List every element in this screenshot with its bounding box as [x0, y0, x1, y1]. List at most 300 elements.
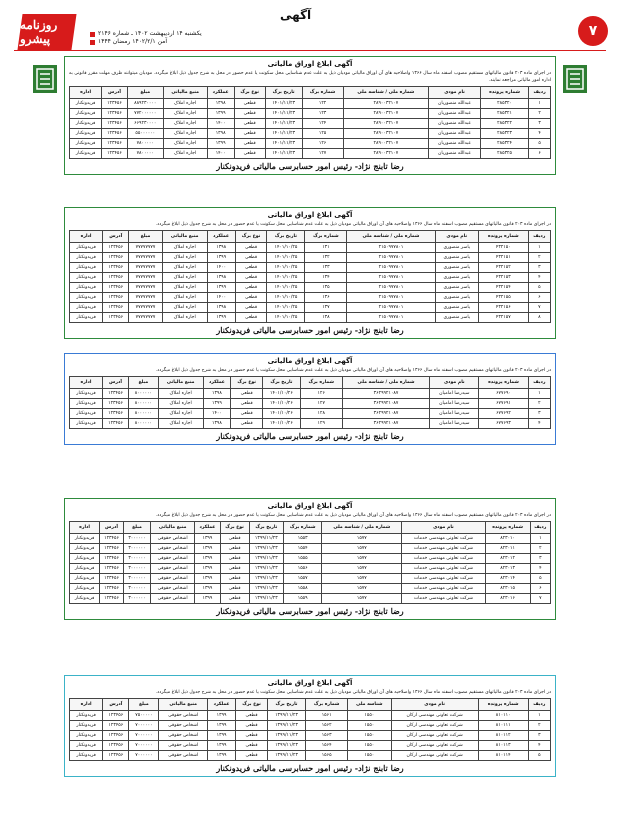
table-row	[70, 119, 551, 129]
table-cell: اشخاص حقوقی	[159, 731, 208, 741]
table-cell: ۳۰۰۰۰۰۰	[123, 564, 150, 574]
table-cell: ۱۴۰۱/۱۱/۲۳	[265, 109, 302, 119]
column-header: آدرس	[102, 377, 128, 389]
table-cell: ۱۴۰۱/۱۰/۲۶	[263, 399, 301, 409]
table-cell: ۱۴۰۱/۱۰/۲۶	[263, 419, 301, 429]
table-cell: ۲۱۵۰۹۷۷۸۰۱	[347, 253, 435, 263]
column-header: نام مودی	[430, 377, 479, 389]
table-cell: فریدونکنار	[70, 99, 102, 109]
table-cell: ۱۲۳۴۵۶	[103, 751, 129, 761]
table-cell: ۱۲۸	[300, 409, 342, 419]
table-row	[70, 99, 551, 109]
meta-row	[90, 38, 202, 46]
table-cell: فریدونکنار	[70, 243, 103, 253]
table-cell: قطعی	[220, 574, 249, 584]
notice-table	[69, 521, 551, 604]
table-cell: ۱۲۳۴۵۶	[100, 534, 124, 544]
table-cell: ۳۶۲۹۹۲۱۰۸۷	[342, 389, 430, 399]
column-header: شماره برگ	[305, 231, 347, 243]
table-cell: ۷۷۷۷۷۷۷۷	[129, 293, 162, 303]
table-cell: ۱۵۷۷	[322, 564, 402, 574]
table-cell: ۱۳۹۹/۱۱/۲۳	[249, 574, 284, 584]
table-cell: ۴۳۲۱۵۰	[478, 243, 528, 253]
table-cell: ۱	[529, 99, 551, 109]
column-header: تاریخ برگ	[249, 522, 284, 534]
table-cell: ۱۳۹۸	[203, 389, 231, 399]
table-cell: ۷۷۷۷۷۷۷۷	[129, 253, 162, 263]
table-cell: ۸۲۳۰۱۱	[485, 544, 530, 554]
table-cell: قطعی	[220, 584, 249, 594]
table-cell: ۷۷۷۷۷۷۷۷	[129, 243, 162, 253]
table-row	[70, 534, 551, 544]
tax-emblem-icon	[562, 64, 588, 94]
table-cell: ۱۴۰۱/۱۱/۲۳	[265, 119, 302, 129]
table-cell: اشخاص حقوقی	[159, 721, 208, 731]
column-header: عملکرد	[207, 231, 235, 243]
table-cell: ۱۵۶۲	[306, 721, 348, 731]
table-cell: اجاره املاک	[162, 293, 207, 303]
table-cell: ۱۳۹۹/۱۱/۲۳	[249, 554, 284, 564]
table-row	[70, 263, 551, 273]
table-cell: ۴	[529, 129, 551, 139]
table-cell: ۱۵۵۰	[348, 711, 391, 721]
table-cell: اجاره املاک	[158, 389, 203, 399]
table-cell: ۱۵۵۰	[348, 741, 391, 751]
column-header: آدرس	[103, 699, 129, 711]
table-cell: ۷	[530, 594, 550, 604]
table-cell: ۱۵۵۰	[348, 721, 391, 731]
notice-signature: رضا تابنج نژاد- رئیس امور حسابرسی مالیاتی فریدونکنار	[216, 606, 404, 616]
table-cell: یاسر منصوری	[435, 313, 478, 323]
table-cell: قطعی	[236, 731, 268, 741]
table-cell: ۲۱۵۰۹۷۷۸۰۱	[347, 303, 435, 313]
table-cell: فریدونکنار	[70, 731, 103, 741]
table-cell: ۱۲۹	[300, 419, 342, 429]
table-cell: یاسر منصوری	[435, 253, 478, 263]
table-cell: اجاره املاک	[163, 139, 207, 149]
table-cell: ۱۳۹۹	[195, 584, 220, 594]
table-cell: فریدونکنار	[70, 283, 103, 293]
table-cell: ۲۸۵۳۲۰	[480, 99, 528, 109]
table-cell: ۱۵۷۷	[322, 584, 402, 594]
table-cell: شرکت تعاونی مهندسی خدمات	[402, 594, 485, 604]
table-cell: اجاره املاک	[162, 273, 207, 283]
table-cell: ۷۷۷۷۷۷۷۷	[129, 313, 162, 323]
table-cell: ۸۲۳۰۱۳	[485, 564, 530, 574]
notice-paragraph: در اجرای ماده ۲۰۳ قانون مالیاتهای مستقیم مصوب اسفند ماه سال ۱۳۶۶ واصلاحیه های آن اوراق مالیاتی مودیان ذیل به علت عدم شناسایی محل سکونت یا عدم حضور در محل به شرح جدول ذیل ابلاغ میگردد.	[155, 513, 551, 518]
table-cell: قطعی	[234, 149, 265, 159]
table-cell: ۷۰۰۰۰۰۰	[129, 721, 159, 731]
column-header: شماره برگ	[300, 377, 342, 389]
column-header: نوع برگ	[231, 377, 263, 389]
table-cell: ۱۳۹۹/۱۱/۲۳	[267, 741, 305, 751]
table-cell: ۱۲۳۴۵۶	[103, 263, 129, 273]
table-cell: شرکت تعاونی مهندسی ارکان	[391, 711, 478, 721]
table-cell: ۱۳۹۹	[195, 554, 220, 564]
table-header-row	[70, 522, 551, 534]
table-cell: ۱۴۰۰	[207, 293, 235, 303]
table-cell: ۸۱۰۱۱۴	[478, 751, 528, 761]
table-cell: ۱	[530, 534, 550, 544]
table-cell: ۱	[528, 389, 550, 399]
notice-signature: رضا تابنج نژاد- رئیس امور حسابرسی مالیاتی فریدونکنار	[216, 431, 404, 441]
table-cell: ۶۶۹۲۳۰۰۰۰	[127, 119, 163, 129]
table-cell: ۶۷۷۶۹۳	[479, 419, 529, 429]
table-cell: اشخاص حقوقی	[159, 751, 208, 761]
table-cell: ۱۲۳	[302, 109, 343, 119]
table-header-row	[70, 699, 551, 711]
table-cell: اشخاص حقوقی	[151, 544, 195, 554]
column-header: ردیف	[529, 87, 551, 99]
table-cell: اجاره املاک	[163, 129, 207, 139]
table-cell: ۴۳۲۱۵۲	[478, 263, 528, 273]
column-header: شماره ملی / شناسه ملی	[343, 87, 429, 99]
table-cell: ۳	[529, 119, 551, 129]
column-header: شماره پرونده	[480, 87, 528, 99]
table-cell: سیدرضا امامیان	[430, 389, 479, 399]
table-cell: ۱۳۹۹	[195, 564, 220, 574]
column-header: عملکرد	[208, 699, 236, 711]
table-cell: ۲۸۵۳۲۲	[480, 119, 528, 129]
table-cell: فریدونکنار	[70, 389, 103, 399]
column-header: مبلغ	[129, 699, 159, 711]
table-cell: ۱۵۵۶	[284, 564, 322, 574]
table-cell: اشخاص حقوقی	[151, 564, 195, 574]
table-cell: ۷۷۷۷۷۷۷۷	[129, 283, 162, 293]
table-cell: ۱۳۹۹/۱۱/۲۳	[249, 544, 284, 554]
column-header: ردیف	[530, 522, 550, 534]
table-cell: ۱۲۵	[302, 129, 343, 139]
table-cell: ۴	[528, 273, 550, 283]
table-cell: ۲۱۵۰۹۷۷۸۰۱	[347, 283, 435, 293]
table-cell: فریدونکنار	[70, 109, 102, 119]
table-cell: ۱۲۳۴۵۶	[102, 119, 127, 129]
column-header: منبع مالیاتی	[163, 87, 207, 99]
table-cell: ۴۳۲۱۵۱	[478, 253, 528, 263]
column-header: شناسه ملی	[348, 699, 391, 711]
table-cell: اشخاص حقوقی	[151, 594, 195, 604]
table-row	[70, 283, 551, 293]
table-cell: ۷۷۲۰۰۰۰۰۰	[127, 109, 163, 119]
table-cell: شرکت تعاونی مهندسی ارکان	[391, 731, 478, 741]
table-cell: فریدونکنار	[70, 419, 103, 429]
table-cell: ۱۳۹۹/۱۱/۲۳	[267, 721, 305, 731]
table-cell: فریدونکنار	[70, 303, 103, 313]
table-cell: سیدرضا امامیان	[430, 409, 479, 419]
table-cell: ۳	[530, 554, 550, 564]
table-cell: ۱۲۳۴۵۶	[103, 253, 129, 263]
table-cell: قطعی	[235, 263, 267, 273]
column-header: نوع برگ	[220, 522, 249, 534]
table-cell: یاسر منصوری	[435, 283, 478, 293]
page-title: آگهی	[280, 8, 312, 22]
table-cell: شرکت تعاونی مهندسی خدمات	[402, 574, 485, 584]
table-cell: ۱۳۹۹	[195, 594, 220, 604]
table-cell: ۲۱۵۰۹۷۷۸۰۱	[347, 243, 435, 253]
table-row	[70, 303, 551, 313]
table-cell: ۲۸۵۳۲۵	[480, 149, 528, 159]
table-cell: ۱۴۰۱/۱۰/۲۶	[263, 389, 301, 399]
meta-row	[90, 30, 202, 38]
table-cell: اشخاص حقوقی	[151, 534, 195, 544]
column-header: اداره	[70, 231, 103, 243]
table-cell: ۱۳۹۹	[208, 711, 236, 721]
table-cell: ۸۲۳۰۱۴	[485, 574, 530, 584]
table-cell: ۳۰۰۰۰۰۰	[123, 584, 150, 594]
red-square-icon	[90, 32, 95, 37]
table-cell: ۱۳۹۹	[207, 253, 235, 263]
table-cell: ۱۳۸	[305, 313, 347, 323]
table-row	[70, 129, 551, 139]
table-cell: عبدالله منصوریان	[429, 139, 481, 149]
table-cell: ۶۷۷۶۹۰	[479, 389, 529, 399]
table-cell: ۱۳۹۹	[195, 544, 220, 554]
table-cell: ۱۳۹۹	[195, 534, 220, 544]
table-cell: فریدونکنار	[70, 534, 100, 544]
table-cell: ۱۵۷۷	[322, 594, 402, 604]
table-cell: فریدونکنار	[70, 293, 103, 303]
notice-signature: رضا تابنج نژاد- رئیس امور حسابرسی مالیاتی فریدونکنار	[216, 325, 404, 335]
column-header: نوع برگ	[235, 231, 267, 243]
table-cell: ۱۴۰۱/۱۰/۲۵	[267, 243, 305, 253]
table-cell: یاسر منصوری	[435, 273, 478, 283]
table-cell: اجاره املاک	[158, 409, 203, 419]
table-cell: فریدونکنار	[70, 594, 100, 604]
table-cell: ۱۵۵۳	[284, 534, 322, 544]
table-header-row	[70, 87, 551, 99]
table-cell: ۱۵۵۵	[284, 554, 322, 564]
column-header: تاریخ برگ	[267, 231, 305, 243]
table-cell: فریدونکنار	[70, 263, 103, 273]
table-cell: ۱۴۰۱/۱۰/۲۵	[267, 303, 305, 313]
table-cell: ۱۲۳۴۵۶	[103, 293, 129, 303]
notice-paragraph: در اجرای ماده ۲۰۳ قانون مالیاتهای مستقیم مصوب اسفند ماه سال ۱۳۶۶ واصلاحیه های آن اوراق مالیاتی مودیان ذیل به علت عدم شناسایی محل سکونت یا عدم حضور در محل به شرح جدول ذیل ابلاغ میگردد.	[155, 690, 551, 695]
table-cell: ۱۳۶	[305, 293, 347, 303]
table-cell: ۱۲۳۴۵۶	[100, 554, 124, 564]
column-header: آدرس	[102, 87, 127, 99]
table-cell: ۱۵۵۷	[284, 574, 322, 584]
table-cell: ۷۷۷۷۷۷۷۷	[129, 263, 162, 273]
table-cell: ۱۳۹۹	[208, 731, 236, 741]
table-cell: ۸۲۳۰۱۶	[485, 594, 530, 604]
column-header: اداره	[70, 699, 103, 711]
table-header-row	[70, 231, 551, 243]
table-row	[70, 751, 551, 761]
table-cell: ۱۵۶۱	[306, 711, 348, 721]
table-cell: ۲۱۵۰۹۷۷۸۰۱	[347, 293, 435, 303]
table-cell: ۱۵۵۹	[284, 594, 322, 604]
table-cell: ۸۱۰۱۱۰	[478, 711, 528, 721]
table-cell: ۱۳۹۸	[207, 303, 235, 313]
table-cell: ۴	[530, 564, 550, 574]
issue-meta	[90, 30, 202, 46]
table-cell: اجاره املاک	[163, 99, 207, 109]
column-header: شماره برگ	[284, 522, 322, 534]
column-header: شماره برگ	[302, 87, 343, 99]
table-cell: ۶۷۷۶۹۲	[479, 409, 529, 419]
table-cell: ۱۵۵۴	[284, 544, 322, 554]
table-cell: ۳۰۰۰۰۰۰	[123, 574, 150, 584]
table-cell: ۱۲۳۴۵۶	[100, 544, 124, 554]
table-cell: عبدالله منصوریان	[429, 109, 481, 119]
table-cell: ۱۲۳۴۵۶	[100, 584, 124, 594]
table-cell: ۱۳۵	[305, 283, 347, 293]
column-header: شماره پرونده	[479, 377, 529, 389]
table-cell: یاسر منصوری	[435, 243, 478, 253]
table-row	[70, 409, 551, 419]
table-cell: ۱۳۹۸	[207, 273, 235, 283]
table-cell: عبدالله منصوریان	[429, 99, 481, 109]
table-row	[70, 243, 551, 253]
table-cell: اجاره املاک	[163, 149, 207, 159]
notice-signature: رضا تابنج نژاد- رئیس امور حسابرسی مالیاتی فریدونکنار	[216, 161, 404, 171]
table-cell: ۱۲۳۴۵۶	[100, 594, 124, 604]
notice-paragraph: در اجرای ماده ۲۰۳ قانون مالیاتهای مستقیم مصوب اسفند ماه سال ۱۳۶۶ واصلاحیه های آن اوراق مالیاتی مودیان ذیل به علت عدم شناسایی محل سکونت یا عدم حضور در محل به شرح جدول ذیل ابلاغ میگردد.	[155, 222, 551, 227]
column-header: مبلغ	[123, 522, 150, 534]
column-header: شماره ملی / شناسه ملی	[342, 377, 430, 389]
table-row	[70, 711, 551, 721]
column-header: آدرس	[100, 522, 124, 534]
column-header: منبع مالیاتی	[162, 231, 207, 243]
table-cell: ۱۳۹۹/۱۱/۲۳	[249, 594, 284, 604]
table-cell: ۵۵۰۰۰۰۰۰	[127, 129, 163, 139]
tax-notice	[64, 675, 556, 777]
table-cell: ۱۴۰۱/۱۰/۲۵	[267, 273, 305, 283]
table-cell: ۴۳۲۱۵۴	[478, 283, 528, 293]
table-cell: ۲۸۵۳۲۴	[480, 139, 528, 149]
table-cell: فریدونکنار	[70, 584, 100, 594]
table-cell: ۲	[528, 399, 550, 409]
table-row	[70, 149, 551, 159]
notice-table	[69, 230, 551, 323]
table-cell: عبدالله منصوریان	[429, 119, 481, 129]
table-cell: ۸۲۳۰۱۵	[485, 584, 530, 594]
table-cell: ۷۸۰۰۰۰۰	[127, 139, 163, 149]
table-cell: ۱۳۹۹	[207, 283, 235, 293]
table-cell: ۳	[528, 409, 550, 419]
table-cell: ۱۲۳۴۵۶	[102, 149, 127, 159]
table-cell: اجاره املاک	[158, 419, 203, 429]
table-cell: سیدرضا امامیان	[430, 419, 479, 429]
table-cell: ۳۰۰۰۰۰۰	[123, 594, 150, 604]
table-cell: ۸۲۳۰۱۲	[485, 554, 530, 564]
notice-title: آگهی ابلاغ اوراق مالیاتی	[267, 502, 353, 510]
table-cell: اشخاص حقوقی	[159, 741, 208, 751]
table-cell: ۲۱۵۰۹۷۷۸۰۱	[347, 263, 435, 273]
table-cell: ۱۵۷۷	[322, 544, 402, 554]
table-cell: ۴	[528, 419, 550, 429]
column-header: شماره پرونده	[485, 522, 530, 534]
table-cell: ۱۳۴	[305, 273, 347, 283]
table-cell: قطعی	[220, 534, 249, 544]
table-cell: ۱۳۹۹	[203, 399, 231, 409]
table-cell: ۲	[528, 721, 550, 731]
table-cell: فریدونکنار	[70, 554, 100, 564]
column-header: نوع برگ	[236, 699, 268, 711]
meta-line-2: آمن ۱۴۰۲/۲/۱ رمضان ۱۴۴۴	[98, 38, 168, 45]
table-cell: ۱۳۹۹	[207, 313, 235, 323]
table-cell: ۱۴۰۱/۱۱/۲۳	[265, 139, 302, 149]
table-cell: قطعی	[234, 99, 265, 109]
column-header: اداره	[70, 377, 103, 389]
table-cell: اجاره املاک	[162, 283, 207, 293]
table-cell: شرکت تعاونی مهندسی خدمات	[402, 534, 485, 544]
table-cell: ۱۲۳۴۵۶	[102, 109, 127, 119]
column-header: تاریخ برگ	[265, 87, 302, 99]
column-header: منبع مالیاتی	[158, 377, 203, 389]
table-cell: فریدونکنار	[70, 399, 103, 409]
table-cell: قطعی	[236, 721, 268, 731]
table-cell: ۱۲۳۴۵۶	[103, 721, 129, 731]
table-cell: ۱۲۳۴۵۶	[102, 419, 128, 429]
column-header: نام مودی	[429, 87, 481, 99]
table-cell: اشخاص حقوقی	[159, 711, 208, 721]
column-header: نوع برگ	[234, 87, 265, 99]
table-cell: یاسر منصوری	[435, 303, 478, 313]
table-cell: ۱۳۹۸	[207, 99, 234, 109]
table-cell: ۱۳۷	[305, 303, 347, 313]
table-cell: اجاره املاک	[162, 263, 207, 273]
table-cell: ۱۵۵۰	[348, 751, 391, 761]
table-cell: ۸۲۳۰۱۰	[485, 534, 530, 544]
table-cell: ۶	[530, 584, 550, 594]
table-cell: ۱۲۷	[302, 149, 343, 159]
tax-emblem-icon	[32, 64, 58, 94]
tax-notice	[64, 56, 556, 175]
column-header: آدرس	[103, 231, 129, 243]
table-cell: ۵	[529, 139, 551, 149]
notice-table	[69, 376, 551, 429]
table-cell: قطعی	[234, 119, 265, 129]
column-header: اداره	[70, 522, 100, 534]
table-cell: ۸	[528, 313, 550, 323]
table-cell: ۱۲۳۴۵۶	[103, 731, 129, 741]
table-row	[70, 399, 551, 409]
table-cell: فریدونکنار	[70, 741, 103, 751]
table-cell: ۷	[528, 303, 550, 313]
notice-title: آگهی ابلاغ اوراق مالیاتی	[267, 60, 353, 68]
column-header: ردیف	[528, 377, 550, 389]
table-cell: ۱۳۹۹/۱۱/۲۳	[249, 534, 284, 544]
column-header: عملکرد	[195, 522, 220, 534]
table-cell: فریدونکنار	[70, 313, 103, 323]
notice-title: آگهی ابلاغ اوراق مالیاتی	[267, 211, 353, 219]
table-cell: قطعی	[220, 564, 249, 574]
table-cell: ۱۵۵۰	[348, 731, 391, 741]
table-cell: ۱۵۷۷	[322, 574, 402, 584]
table-cell: ۱۳۹۹/۱۱/۲۳	[267, 711, 305, 721]
tax-notice	[64, 353, 556, 445]
table-cell: ۲۸۹۰۰۳۲۱۰۷	[343, 149, 429, 159]
table-row	[70, 574, 551, 584]
table-cell: ۴۳۲۱۵۳	[478, 273, 528, 283]
table-cell: ۴۳۲۱۵۵	[478, 293, 528, 303]
column-header: شماره ملی / شناسه ملی	[347, 231, 435, 243]
table-cell: اشخاص حقوقی	[151, 584, 195, 594]
table-cell: ۱۲۳۴۵۶	[103, 711, 129, 721]
table-cell: ۲۸۹۰۰۳۲۱۰۷	[343, 139, 429, 149]
table-cell: ۷۰۰۰۰۰۰	[129, 741, 159, 751]
table-cell: اشخاص حقوقی	[151, 554, 195, 564]
table-row	[70, 584, 551, 594]
table-cell: ۱۲۳۴۵۶	[103, 303, 129, 313]
table-cell: فریدونکنار	[70, 721, 103, 731]
table-cell: شرکت تعاونی مهندسی ارکان	[391, 741, 478, 751]
column-header: نام مودی	[402, 522, 485, 534]
table-cell: اجاره املاک	[162, 313, 207, 323]
table-cell: ۲۸۵۳۲۳	[480, 129, 528, 139]
table-cell: ۲۸۹۰۰۳۲۱۰۷	[343, 119, 429, 129]
